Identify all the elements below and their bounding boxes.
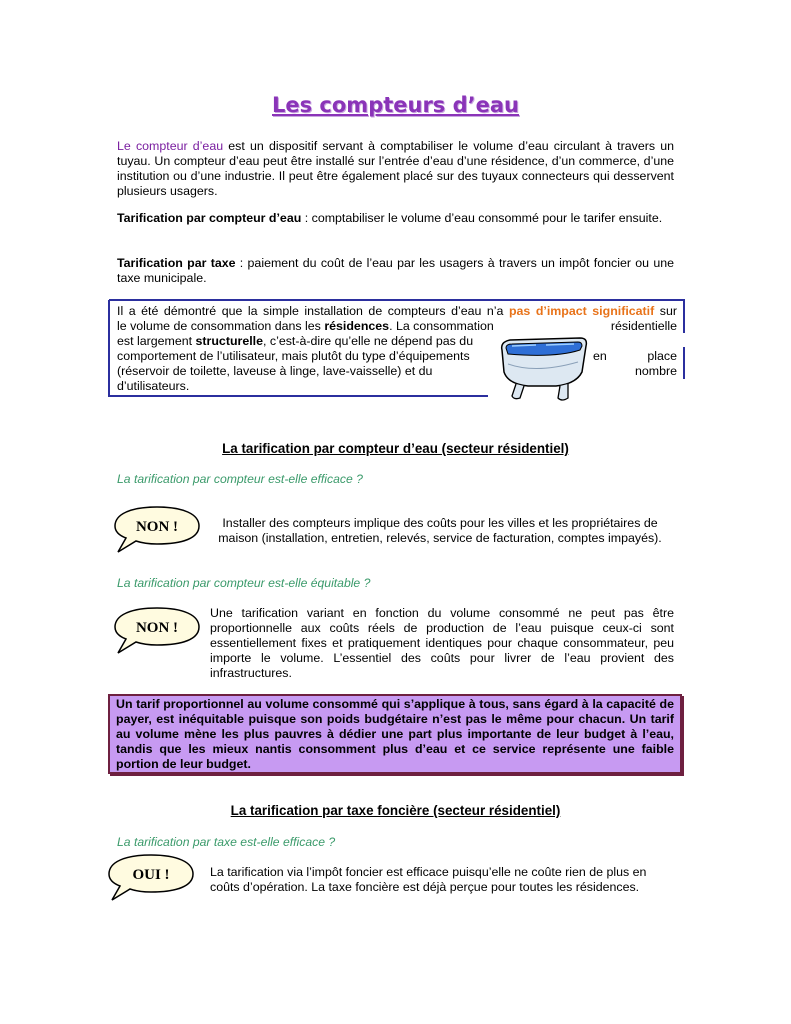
answer-efficace-taxe: La tarification via l’impôt foncier est efficace puisqu’elle ne coûte rien de plus en coûts d’opération. La taxe foncière est déjà perçue pour toutes les résidences. [210,865,647,894]
definition-taxe-text: : paiement du coût de l’eau par les usagers à travers un impôt foncier ou une taxe municipale. [117,256,674,285]
bubble-label-non-2: NON ! [135,620,179,636]
definition-compteur-text: : comptabiliser le volume d’eau consommé pour le tarifer ensuite. [301,211,663,225]
intro-term: Le compteur d’eau [117,139,224,153]
bubble-label-non-1: NON ! [135,519,179,535]
question-efficace-compteur: La tarification par compteur est-elle efficace ? [117,472,363,486]
blue-box-text: Il a été démontré que la simple installation de compteurs d’eau n’a pas d’impact significatif sur le volume de consommation dans les résidences. La consommation résidentielle est largement structurelle, c’est-à-dire qu’elle ne dépend pas du comportement de l’utilisateur, mais plutôt du type d’équipements en place (réservoir de toilette, laveuse à linge, lave-vaisselle) et du nombre d’utilisateurs. [117,304,677,393]
question-equitable-compteur: La tarification par compteur est-elle équitable ? [117,576,371,590]
speech-bubble-icon [104,852,198,902]
question-efficace-taxe: La tarification par taxe est-elle efficace ? [117,835,336,849]
impact-highlight: pas d’impact significatif [508,304,655,318]
section-heading-compteur: La tarification par compteur d’eau (secteur résidentiel) [222,441,569,456]
speech-bubble-icon [110,605,204,655]
speech-bubble-icon [110,504,204,554]
bubble-label-oui: OUI ! [132,867,170,883]
purple-callout-box: Un tarif proportionnel au volume consommé qui s’applique à tous, sans égard à la capacité de payer, est inéquitable puisque son poids budgétaire n’est pas le même pour chacun. Un tarif au volume mène les plus pauvres à dédier une part plus importante de leur budget à l’eau, tandis que les mieux nantis consomment plus d’eau et ce service représente une faible portion de leur budget. [108,694,682,774]
bathtub-icon [496,328,592,404]
intro-text: est un dispositif servant à comptabiliser le volume d’eau circulant à travers un tuyau. Un compteur d’eau peut être installé sur l’entrée d’eau d’une résidence, d’un commerce, d’une institution ou d’une industrie. Il peut être également placé sur des tuyaux connecteurs qui desservent plusieurs usagers. [117,139,675,198]
definition-taxe-term: Tarification par taxe [117,256,236,270]
page-title: Les compteurs d’eau [272,93,519,117]
answer-equitable-compteur: Une tarification variant en fonction du volume consommé ne peut pas être proportionnelle aux coûts réels de production de l’eau puisque ceux-ci sont essentiellement fixes et pratiquement identiques pour chaque consommateur, peu importe le volume. L’essentiel des coûts pour livrer de l’eau provient des infrastructures. [210,606,674,680]
section-heading-taxe: La tarification par taxe foncière (secteur résidentiel) [230,803,561,818]
definition-compteur-term: Tarification par compteur d’eau [117,211,302,225]
answer-efficace-compteur: Installer des compteurs implique des coûts pour les villes et les propriétaires de maison (installation, entretien, relevés, service de facturation, comptes impayés). [218,516,662,545]
